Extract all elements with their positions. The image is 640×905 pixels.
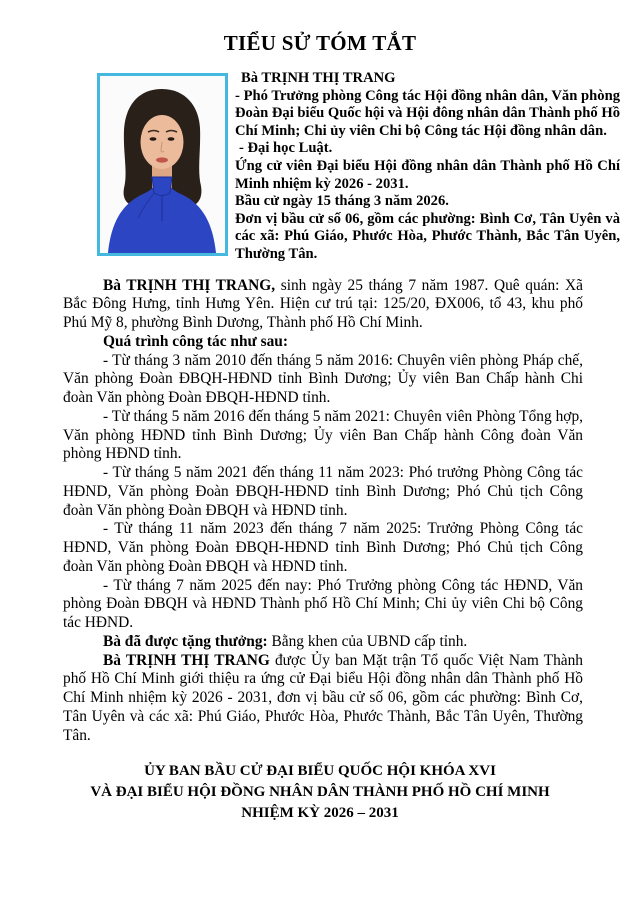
portrait-photo-image bbox=[100, 76, 225, 253]
career-item-3: - Từ tháng 5 năm 2021 đến tháng 11 năm 2023: Phó trưởng Phòng Công tác HĐND, Văn phòng Đoàn ĐBQH-HĐND tỉnh Bình Dương; Phó Chủ tịch Công đoàn Văn phòng Đoàn ĐBQH và HĐND tỉnh. bbox=[63, 464, 583, 519]
profile-section bbox=[0, 70, 640, 264]
award-paragraph bbox=[63, 633, 583, 652]
footer-line-3: NHIỆM KỲ 2026 – 2031 bbox=[241, 805, 399, 822]
constituency: Đơn vị bầu cử số 06, gồm các phường: Bình Cơ, Tân Uyên và các xã: Phú Giáo, Phước Hòa, Phước Thành, Bắc Tân Uyên, Thường Tân. bbox=[235, 210, 620, 262]
award-text: Bằng khen của UBND cấp tỉnh. bbox=[267, 632, 468, 650]
personal-info-text: sinh ngày 25 tháng 7 năm 1987. Quê quán: Xã Bắc Đông Hưng, tỉnh Hưng Yên. Hiện cư trú tại: 125/20, ĐX006, tổ 43, khu phố Phú Mỹ 8, phường Bình Dương, Thành phố Hồ Chí Minh. bbox=[63, 276, 583, 332]
biography-body bbox=[63, 277, 583, 746]
nomination-text: được Ủy ban Mặt trận Tổ quốc Việt Nam Thành phố Hồ Chí Minh giới thiệu ra ứng cử Đại biểu Hội đồng nhân dân Thành phố Hồ Chí Minh nhiệm kỳ 2026 - 2031, đơn vị bầu cử số 06, gồm các phường: Bình Cơ, Tân Uyên và các xã: Phú Giáo, Phước Hòa, Phước Thành, Bắc Tân Uyên, Thường Tân. bbox=[63, 651, 583, 744]
page-title: TIỂU SỬ TÓM TẮT bbox=[223, 31, 417, 55]
election-date: Bầu cử ngày 15 tháng 3 năm 2026. bbox=[235, 193, 449, 210]
career-heading-text: Quá trình công tác như sau: bbox=[103, 332, 288, 350]
candidate-info bbox=[235, 70, 620, 264]
footer-line-2: VÀ ĐẠI BIỂU HỘI ĐỒNG NHÂN DÂN THÀNH PHỐ HỒ CHÍ MINH bbox=[90, 784, 550, 801]
portrait-photo bbox=[97, 73, 228, 256]
nomination-paragraph bbox=[63, 652, 583, 746]
election-committee-footer bbox=[0, 761, 640, 824]
candidate-name: Bà TRỊNH THỊ TRANG bbox=[241, 70, 396, 86]
candidate-name-inline: Bà TRỊNH THỊ TRANG, bbox=[103, 276, 276, 294]
career-item-1: - Từ tháng 3 năm 2010 đến tháng 5 năm 2016: Chuyên viên phòng Pháp chế, Văn phòng Đoàn ĐBQH-HĐND tỉnh Bình Dương; Ủy viên Ban Chấp hành Chi đoàn Văn phòng Đoàn ĐBQH-HĐND tỉnh. bbox=[63, 351, 583, 407]
footer-line-1: ỦY BAN BẦU CỬ ĐẠI BIỂU QUỐC HỘI KHÓA XVI bbox=[144, 763, 496, 780]
award-label: Bà đã được tặng thưởng: bbox=[103, 632, 268, 650]
career-heading bbox=[63, 333, 583, 352]
candidacy-statement: Ứng cử viên Đại biểu Hội đồng nhân dân Thành phố Hồ Chí Minh nhiệm kỳ 2026 - 2031. bbox=[235, 157, 620, 192]
candidate-education: - Đại học Luật. bbox=[239, 140, 333, 157]
personal-info-paragraph bbox=[63, 277, 583, 333]
nomination-name-inline: Bà TRỊNH THỊ TRANG bbox=[103, 651, 270, 669]
career-item-4: - Từ tháng 11 năm 2023 đến tháng 7 năm 2025: Trưởng Phòng Công tác HĐND, Văn phòng Đoàn ĐBQH-HĐND tỉnh Bình Dương; Phó Chủ tịch Công đoàn Văn phòng Đoàn ĐBQH và HĐND tỉnh. bbox=[63, 520, 583, 575]
career-item-2: - Từ tháng 5 năm 2016 đến tháng 5 năm 2021: Chuyên viên Phòng Tổng hợp, Văn phòng HĐND tỉnh Bình Dương; Ủy viên Ban Chấp hành Công đoàn Văn phòng HĐND tỉnh. bbox=[63, 407, 583, 463]
candidate-position: - Phó Trưởng phòng Công tác Hội đồng nhân dân, Văn phòng Đoàn Đại biểu Quốc hội và Hội đông nhân dân Thành phố Hồ Chí Minh; Chi ủy viên Chi bộ Công tác Hội đồng nhân dân. bbox=[235, 87, 620, 139]
career-item-5: - Từ tháng 7 năm 2025 đến nay: Phó Trưởng phòng Công tác HĐND, Văn phòng Đoàn ĐBQH và HĐND Thành phố Hồ Chí Minh; Chi ủy viên Chi bộ Công tác HĐND. bbox=[63, 576, 583, 632]
